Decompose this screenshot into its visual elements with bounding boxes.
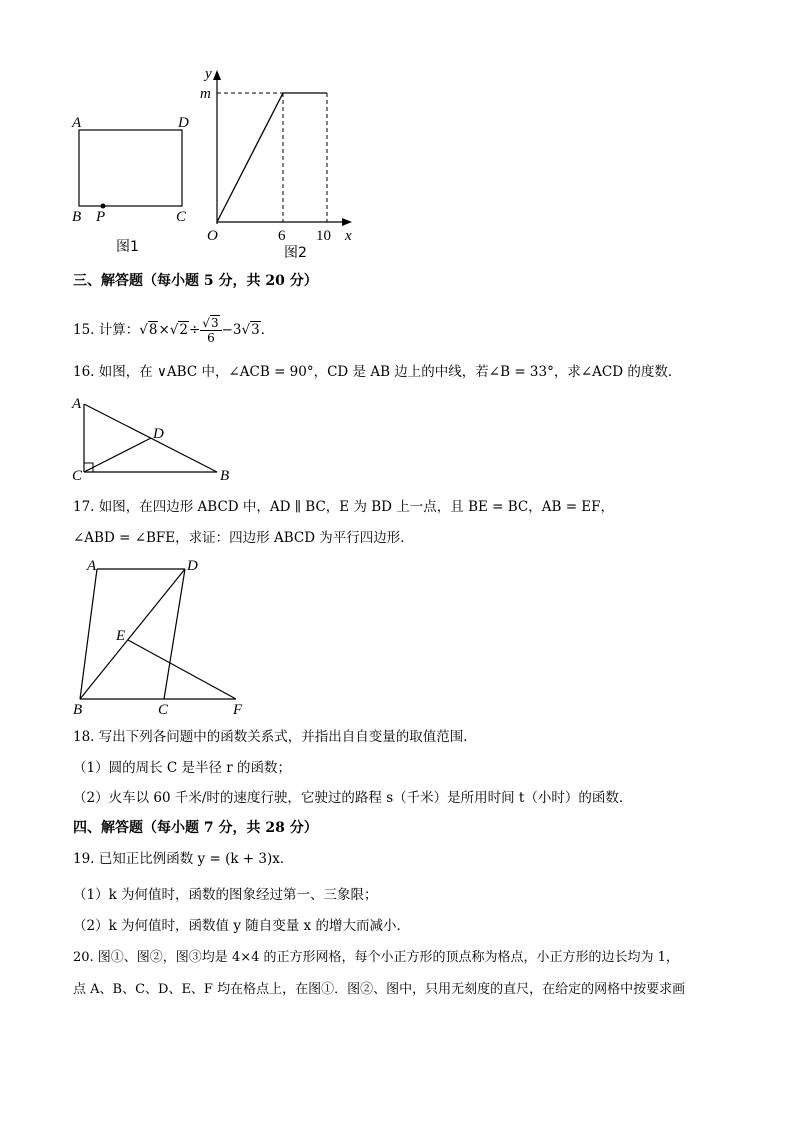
q15-fraction: $\frac{√3}{6}$ bbox=[200, 316, 221, 345]
label-y: y bbox=[205, 66, 212, 82]
question-17-line2: ∠ABD = ∠BFE，求证：四边形 ABCD 为平行四边形． bbox=[73, 530, 414, 546]
question-20-line1: 20. 图①、图②，图③均是 4×4 的正方形网格，每个小正方形的顶点称为格点，小正方形的边长均为 1， bbox=[73, 950, 679, 965]
question-16-text: 16. 如图，在 ∨ABC 中，∠ACB = 90°，CD 是 AB 边上的中线，若∠B = 33°，求∠ACD 的度数． bbox=[73, 364, 682, 380]
caption-fig2: 图2 bbox=[284, 245, 307, 261]
function-graph bbox=[217, 93, 327, 222]
label-x: x bbox=[345, 228, 352, 244]
label-d: D bbox=[187, 558, 198, 574]
rectangle-abcd bbox=[79, 130, 182, 206]
x-axis-arrow bbox=[342, 218, 352, 226]
question-19-line3: （2）k 为何值时，函数值 y 随自变量 x 的增大而减小． bbox=[73, 918, 410, 934]
side-dc bbox=[164, 569, 185, 699]
label-b: B bbox=[73, 702, 83, 718]
q15-sqrt3: 3 bbox=[251, 322, 260, 338]
label-a: A bbox=[72, 396, 82, 412]
median-cd bbox=[84, 438, 151, 472]
question-18-line3: （2）火车以 60 千米/时的速度行驶，它驶过的路程 s（千米）是所用时间 t（小时）的函数． bbox=[73, 790, 633, 806]
q15-sqrt2: 2 bbox=[179, 322, 188, 338]
figure-q16 bbox=[71, 396, 229, 484]
point-p bbox=[101, 204, 106, 209]
q15-frac-den: 6 bbox=[207, 331, 215, 345]
figure-2 bbox=[200, 66, 352, 261]
label-o: O bbox=[207, 228, 218, 244]
label-p: P bbox=[96, 209, 106, 225]
figure-q17 bbox=[73, 558, 243, 718]
label-b: B bbox=[72, 209, 82, 225]
label-c: C bbox=[158, 702, 169, 718]
section-4-heading: 四、解答题（每小题 7 分，共 28 分） bbox=[73, 820, 318, 836]
label-b: B bbox=[220, 468, 230, 484]
tick-10: 10 bbox=[316, 228, 331, 244]
question-18-line2: （1）圆的周长 C 是半径 r 的函数； bbox=[73, 760, 292, 776]
segment-ef bbox=[128, 640, 236, 699]
side-ab bbox=[80, 569, 97, 699]
question-20-line2: 点 A、B、C、D、E、F 均在格点上，在图①．图②、图中，只用无刻度的直尺，在给定的网格中按要求画 bbox=[73, 982, 686, 997]
question-19-line1: 19. 已知正比例函数 y = (k + 3)x． bbox=[73, 851, 294, 867]
y-axis-arrow bbox=[213, 70, 221, 80]
figure-1 bbox=[71, 115, 189, 255]
label-c: C bbox=[176, 209, 187, 225]
label-d: D bbox=[178, 115, 189, 131]
section-3-heading: 三、解答题（每小题 5 分，共 20 分） bbox=[73, 273, 318, 289]
diagonal-bd bbox=[80, 569, 185, 699]
label-a: A bbox=[87, 558, 97, 574]
label-e: E bbox=[116, 628, 126, 644]
label-c: C bbox=[72, 468, 83, 484]
label-m: m bbox=[200, 86, 211, 102]
question-15: 15. 计算：√8×√2÷ $\frac{√3}{6}$ −3√3． bbox=[73, 316, 275, 345]
question-19-line2: （1）k 为何值时，函数的图象经过第一、三象限； bbox=[73, 887, 378, 903]
label-a: A bbox=[72, 115, 82, 131]
tick-6: 6 bbox=[278, 228, 286, 244]
question-17-line1: 17. 如图，在四边形 ABCD 中，AD ∥ BC，E 为 BD 上一点，且 BE = BC，AB = EF， bbox=[73, 499, 615, 515]
label-f: F bbox=[233, 702, 243, 718]
q15-sqrt8: 8 bbox=[148, 322, 158, 338]
label-d: D bbox=[153, 426, 164, 442]
caption-fig1: 图1 bbox=[116, 239, 139, 255]
q15-frac-num: 3 bbox=[210, 316, 219, 330]
q15-prefix: 15. 计算： bbox=[73, 322, 140, 338]
question-18-line1: 18. 写出下列各问题中的函数关系式，并指出自自变量的取值范围． bbox=[73, 729, 477, 745]
